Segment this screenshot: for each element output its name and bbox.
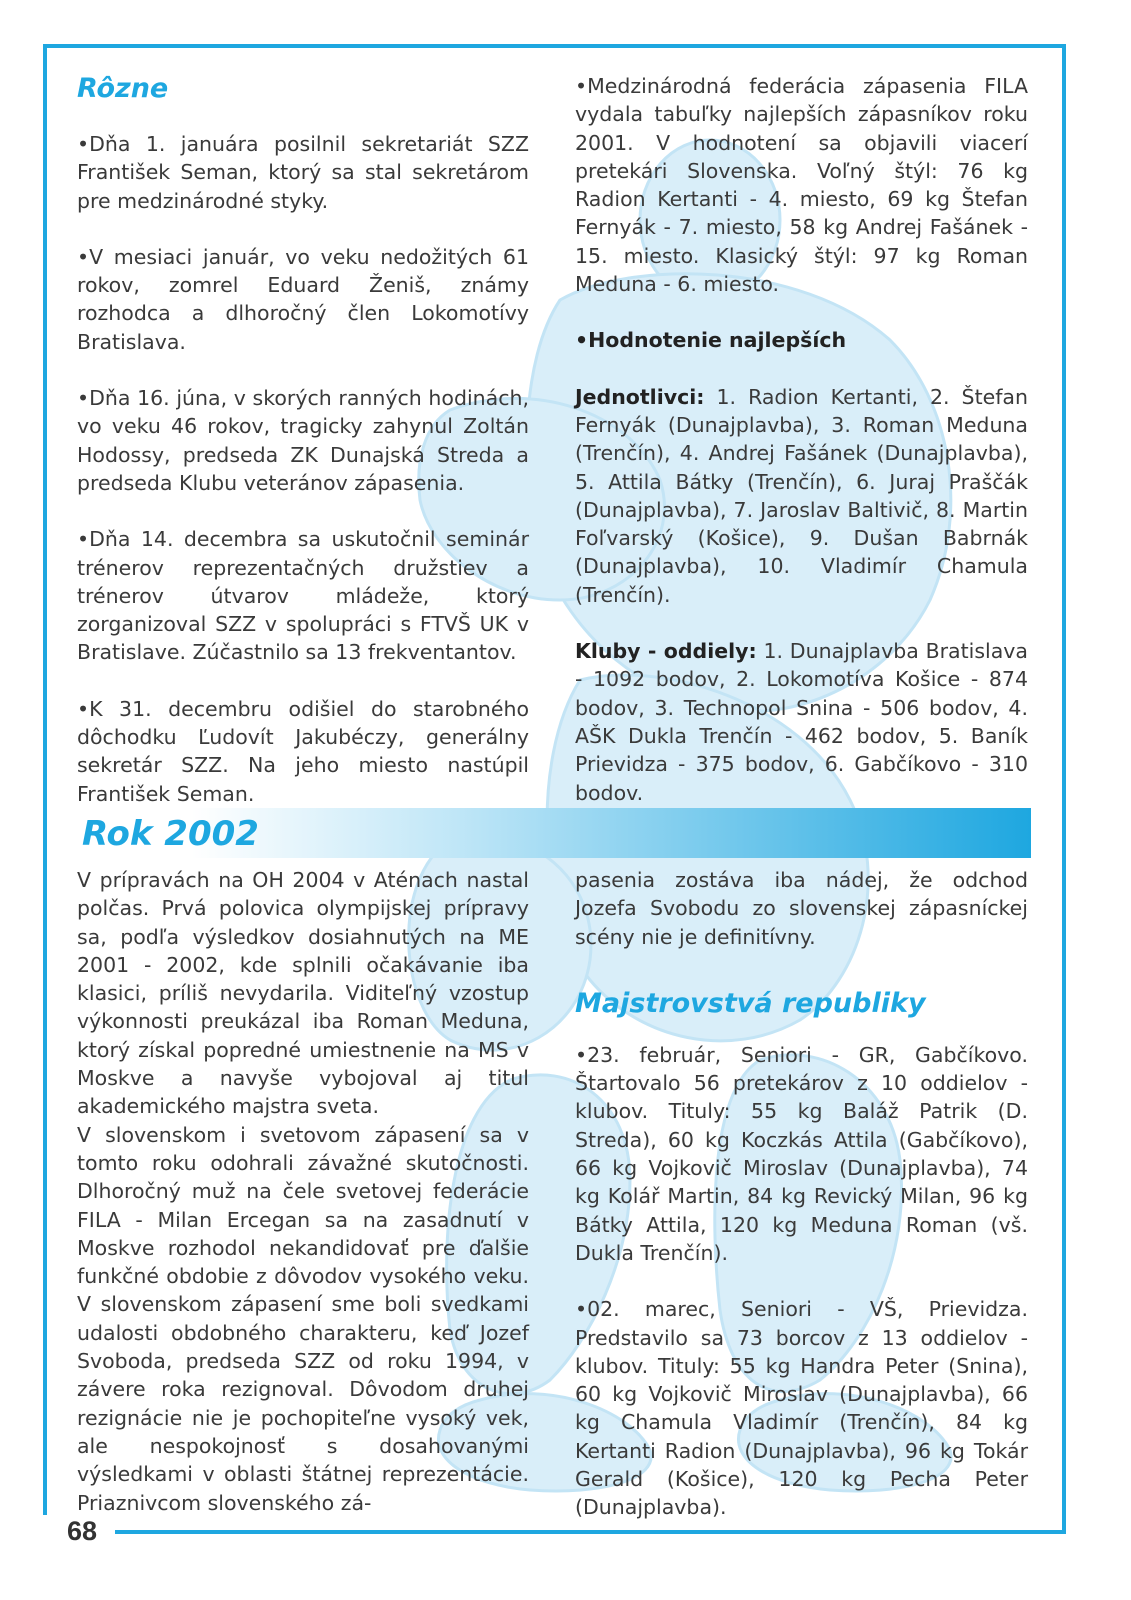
jednotlivci-paragraph xyxy=(575,383,1028,609)
rozne-item: •Dňa 1. januára posilnil sekretariát SZZ František Seman, ktorý sa stal sekretárom pre medzinárodné styky. xyxy=(77,132,529,213)
championship-item: •02. marec, Seniori - VŠ, Prievidza. Predstavilo sa 73 borcov z 13 oddielov - klubov. Tituly: 55 kg Handra Peter (Snina), 60 kg Vojkovič Miroslav (Dunajplavba), 66 kg Chamula Vladimír (Trenčín), 84 kg Kertanti Radion (Dunajplavba), 96 kg Tokár Gerald (Košice), 120 kg Pecha Peter (Dunajplavba). xyxy=(575,1297,1028,1520)
section-heading-majstrovstva: Majstrovstvá republiky xyxy=(575,987,926,1019)
fila-paragraph: •Medzinárodná federácia zápasenia FILA vydala tabuľky najlepších zápasníkov roku 2001. V hodnotení sa objavili viacerí pretekári Slovenska. Voľný štýl: 76 kg Radion Kertanti - 4. miesto, 69 kg Štefan Fernyák - 7. miesto, 58 kg Andrej Fašánek - 15. miesto. Klasický štýl: 97 kg Roman Meduna - 6. miesto. xyxy=(575,74,1028,297)
kluby-text: 1. Dunajplavba Bratislava - 1092 bodov, 2. Lokomotíva Košice - 874 bodov, 3. Technopol Snina - 506 bodov, 4. AŠK Dukla Trenčín - 462 bodov, 5. Baník Prievidza - 375 bodov, 6. Gabčíkovo - 310 bodov. xyxy=(575,639,1028,805)
jednotlivci-text: 1. Radion Kertanti, 2. Štefan Fernyák (Dunajplavba), 3. Roman Meduna (Trenčín), 4. Andrej Fašánek (Dunajplavba), 5. Attila Bátky (Trenčín), 6. Juraj Praščák (Dunajplavba), 7. Jaroslav Baltivič, 8. Martin Foľvarský (Košice), 9. Dušan Babrnák (Dunajplavba), 10. Vladimír Chamula (Trenčín). xyxy=(575,384,1028,607)
page-number: 68 xyxy=(67,1516,98,1546)
rok2002-continuation: pasenia zostáva iba nádej, že odchod Jozefa Svobodu zo slovenskej zápasníckej scény nie je definitívny. xyxy=(575,868,1028,949)
fila-rankings-column xyxy=(575,72,1028,807)
rok2002-paragraph: V slovenskom i svetovom zápasení sa v tomto roku odohrali závažné skutočnosti. Dlhoročný muž na čele svetovej federácie FILA - Milan Ercegan sa na zasadnutí v Moskve rozhodol nekandidovať pre ďalšie funkčné obdobie z dôvodov vysokého veku. V slovenskom zápasení sme boli svedkami udalosti obdobného charakteru, keď Jozef Svoboda, predseda SZZ od roku 1994, v závere roka rezignoval. Dôvodom druhej rezignácie nie je pochopiteľne vysoký vek, ale nespokojnosť s dosahovanými výsledkami v oblasti štátnej reprezentácie. Priaznivcom slovenského zá- xyxy=(77,1122,529,1515)
rozne-item: •Dňa 16. júna, v skorých ranných hodinách, vo veku 46 rokov, tragicky zahynul Zoltán Hodossy, predseda ZK Dunajská Streda a predseda Klubu veteránov zápasenia. xyxy=(77,386,529,495)
championship-item: •23. február, Seniori - GR, Gabčíkovo. Štartovalo 56 pretekárov z 10 oddielov - klubov. Tituly: 55 kg Baláž Patrik (D. Streda), 60 kg Koczkás Attila (Gabčíkovo), 66 kg Vojkovič Miroslav (Dunajplavba), 74 kg Kolář Martin, 84 kg Revický Milan, 96 kg Bátky Attila, 120 kg Meduna Roman (vš. Dukla Trenčín). xyxy=(575,1042,1028,1265)
majstrovstva-column xyxy=(575,866,1028,1522)
kluby-paragraph xyxy=(575,637,1028,807)
hodnotenie-heading: •Hodnotenie najlepších xyxy=(575,328,847,353)
kluby-label: Kluby - oddiely: xyxy=(575,639,757,664)
rozne-item: •K 31. decembru odišiel do starobného dôchodku Ľudovít Jakubéczy, generálny sekretár SZZ. Na jeho miesto nastúpil František Seman. xyxy=(77,696,529,806)
rok2002-column xyxy=(77,866,529,1517)
jednotlivci-label: Jednotlivci: xyxy=(575,384,705,409)
rozne-item: •Dňa 14. decembra sa uskutočnil seminár trénerov reprezentačných družstiev a trénerov útvarov mládeže, ktorý zorganizoval SZZ v spolupráci s FTVŠ UK v Bratislave. Zúčastnilo sa 13 frekventantov. xyxy=(77,527,529,665)
rozne-item: •V mesiaci január, vo veku nedožitých 61 rokov, zomrel Eduard Ženiš, známy rozhodca a dlhoročný člen Lokomotívy Bratislava. xyxy=(77,244,529,354)
rozne-column xyxy=(77,130,529,808)
rok2002-paragraph: V prípravách na OH 2004 v Aténach nastal polčas. Prvá polovica olympijskej prípravy sa, podľa výsledkov dosiahnutých na ME 2001 - 2002, kde splnili očakávanie iba klasici, príliš nevydarila. Viditeľný vzostup výkonnosti preukázal iba Roman Meduna, ktorý získal popredné umiestnenie na MS v Moskve a navyše vybojoval aj titul akademického majstra sveta. xyxy=(77,868,529,1119)
section-heading-rok-2002: Rok 2002 xyxy=(82,814,259,854)
section-heading-rozne: Rôzne xyxy=(77,73,169,104)
